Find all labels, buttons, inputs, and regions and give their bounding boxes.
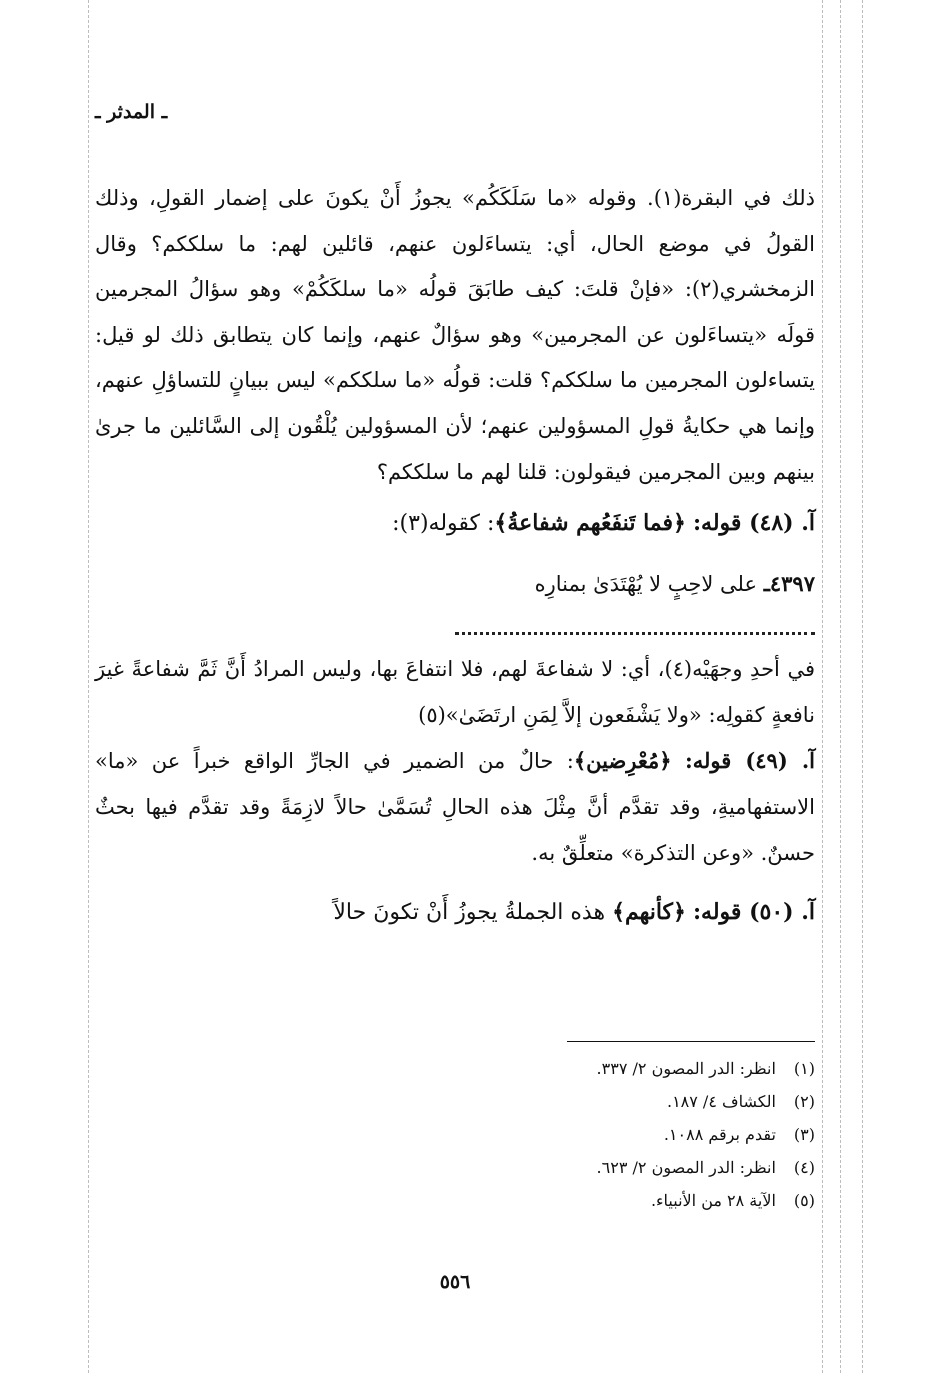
quran-quote: ﴿مُعْرِضين﴾	[573, 748, 672, 774]
footnote-number: (٤)	[793, 1158, 815, 1177]
verse-number: آ. (٥٠) قوله:	[692, 899, 815, 926]
text-line: القولِ، وذلك القولُ في موضع الحال، أي: يتساءَلون عنهم، قائلين	[95, 186, 815, 256]
text-line: : حالٌ من الضمير في الجارِّ	[307, 749, 574, 774]
verse-49-paragraph	[95, 738, 815, 876]
text-line: حالاً لازِمَةً وقد تقدَّم فيها بحثٌ حسنٌ. «وعن التذكرة» متعلِّقٌ به.	[95, 794, 815, 865]
text-line: المرادُ أَنَّ ثَمَّ شفاعةً غيرَ نافعةٍ كقولِه: «ولا يَشْفَعون إلاَّ لِمَنِ ارتَضَىٰ»(٥)	[95, 657, 815, 727]
ellipsis-dots	[455, 612, 815, 635]
verse-number: آ. (٤٨) قوله:	[692, 510, 815, 537]
page-number: ٥٥٦	[439, 1271, 471, 1293]
poem-text: على لاحِبٍ لا يُهْتَدَىٰ بمنارِه	[534, 572, 758, 597]
verse-50-heading	[95, 884, 815, 941]
text-line: في أحدِ وجهَيْه(٤)، أي: لا شفاعةَ لهم، فلا انتفاعَ بها، وليس	[312, 657, 815, 682]
margin-guide-left	[88, 0, 89, 1373]
text-line: ما جرىٰ بينهم وبين المجرمين فيقولون: قلنا لهم ما سلككم؟	[95, 413, 815, 484]
paragraph-1	[95, 176, 815, 495]
book-page	[95, 0, 815, 1373]
footnote	[95, 1118, 815, 1151]
running-head: ـ المدثر ـ	[95, 101, 168, 123]
footnote-text: انظر: الدر المصون ٢/ ٦٢٣.	[596, 1158, 776, 1177]
footnote	[95, 1184, 815, 1217]
verse-commentary: : كقوله(٣):	[392, 511, 495, 537]
text-line: ما سلككم؟ قلت: قولُه «ما سلككم» ليس ببيانٍ للتساؤلِ عنهم، وإنما هي	[95, 368, 816, 438]
margin-guide-right-1	[822, 0, 823, 1373]
footnote-text: انظر: الدر المصون ٢/ ٣٣٧.	[596, 1059, 776, 1078]
footnote-number: (٥)	[793, 1191, 815, 1210]
text-line: لهم: ما سلككم؟ وقال الزمخشري(٢): «فإنْ قلتَ: كيف طابَقَ قولُه	[95, 231, 815, 302]
footnote-text: الكشاف ٤/ ١٨٧.	[666, 1092, 776, 1111]
quran-quote: ﴿كأنهم﴾	[612, 899, 686, 926]
margin-guide-right-2	[840, 0, 841, 1373]
text-line: الواقع خبراً عن «ما» الاستفهاميةِ، وقد تقدَّم أنَّ مِثْلَ هذه الحالِ تُسَمَّىٰ	[95, 749, 815, 819]
footnote	[95, 1085, 815, 1118]
text-line: «ما سلكَكُمْ» وهو سؤالُ المجرمين قولَه «يتساءَلون عن المجرمين» وهو	[95, 277, 815, 347]
text-line: ذلك في البقرة(١). وقوله «ما سَلَكَكُم» يجوزُ أَنْ يكونَ على إضمار	[215, 186, 815, 210]
verse-commentary: هذه الجملةُ يجوزُ أَنْ تكونَ حالاً	[333, 900, 606, 926]
text-line: سؤالٌ عنهم، وإنما كان يتطابق ذلك لو قيل: يتساءلون المجرمين	[95, 322, 815, 393]
footnote-text: تقدم برقم ١٠٨٨.	[663, 1125, 776, 1144]
footnotes	[95, 1052, 815, 1217]
paragraph-2	[95, 647, 815, 738]
poem-number: ٤٣٩٧ـ	[763, 571, 815, 597]
text-line: حكايةُ قولِ المسؤولين عنهم؛ لأن المسؤولين يُلْقُون إلى السَّائلين	[169, 413, 731, 438]
footnote-rule	[567, 1041, 815, 1042]
verse-48-heading	[95, 495, 815, 552]
poetry-line	[95, 562, 815, 606]
footnote-number: (١)	[793, 1059, 815, 1078]
footnote	[95, 1151, 815, 1184]
margin-guide-right-3	[862, 0, 863, 1373]
footnote-text: الآية ٢٨ من الأنبياء.	[650, 1191, 776, 1210]
footnote-number: (٣)	[793, 1125, 815, 1144]
verse-number: آ. (٤٩) قوله:	[684, 748, 815, 774]
body-text	[95, 176, 815, 941]
footnote-number: (٢)	[793, 1092, 815, 1111]
footnote	[95, 1052, 815, 1085]
quran-quote: ﴿فما تَنفَعُهم شفاعةُ﴾	[494, 510, 686, 537]
